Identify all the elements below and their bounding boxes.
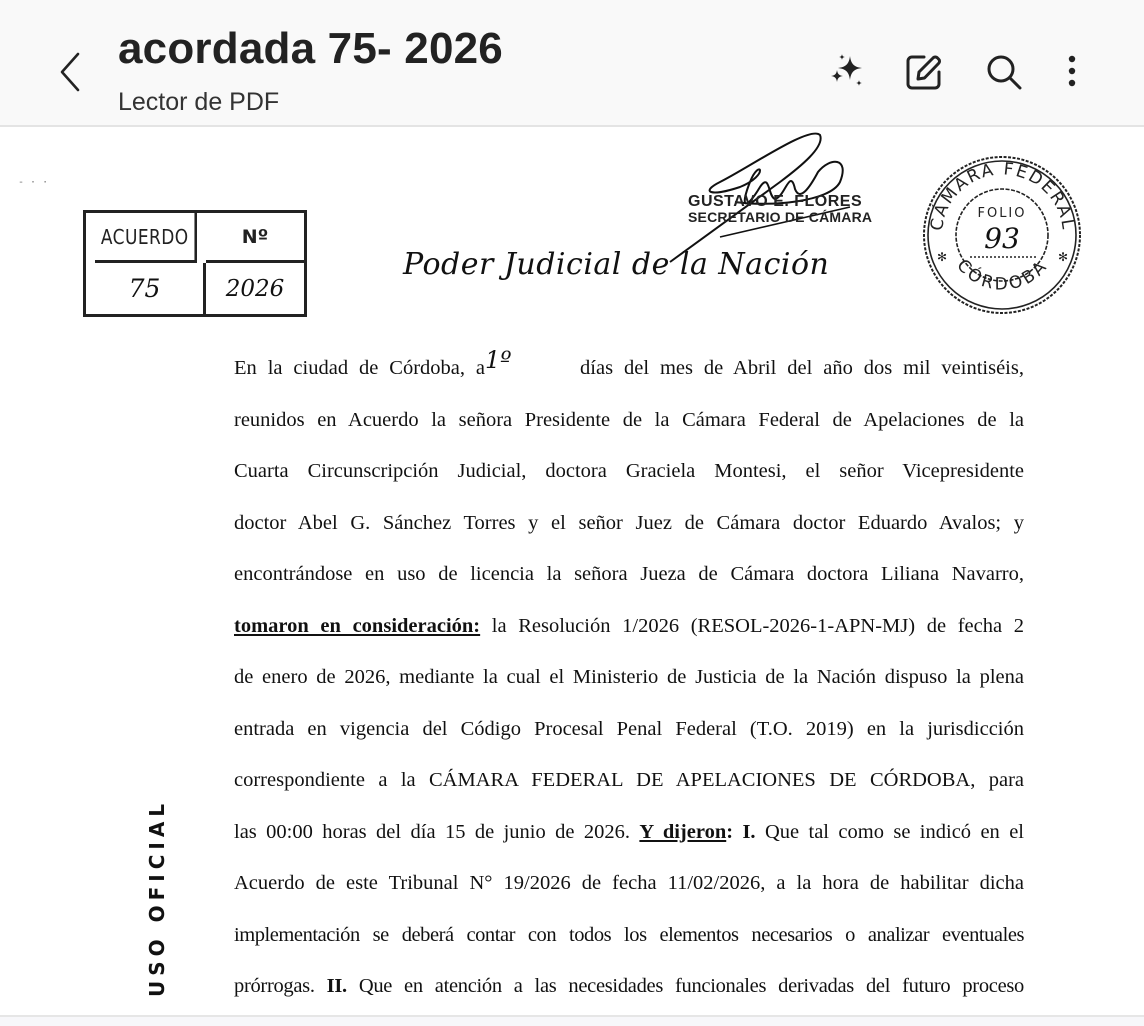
bottom-edge <box>0 1015 1144 1026</box>
text-line <box>234 341 1024 395</box>
text-segment: Que en atención a las necesidades funcionales derivadas del futuro proceso <box>346 975 1024 997</box>
pdf-page[interactable] <box>0 127 1144 1015</box>
seal-star-right: ✻ <box>1058 250 1069 264</box>
text-segment-bold: tomaron en consideración: <box>234 614 481 637</box>
signer-block <box>688 193 872 225</box>
handwritten-day: 1º <box>485 346 512 374</box>
folio-seal <box>920 153 1085 318</box>
more-vertical-icon <box>1050 50 1094 94</box>
edit-icon <box>902 50 946 94</box>
text-line: Acuerdo de este Tribunal N° 19/2026 de fecha 11/02/2026, a la hora de habilitar dicha <box>234 872 1024 894</box>
text-line <box>234 601 1024 653</box>
back-button[interactable] <box>50 48 90 96</box>
scan-specks: - · · <box>18 177 49 188</box>
text-segment: En la ciudad de Córdoba, a <box>234 357 486 379</box>
seal-bottom-text: CÓRDOBA <box>952 255 1053 295</box>
document-body <box>234 341 1024 1013</box>
app-bar <box>0 0 1144 127</box>
text-line: correspondiente a la CÁMARA FEDERAL DE APELACIONES DE CÓRDOBA, para <box>234 769 1024 791</box>
text-line <box>234 961 1024 1013</box>
text-line: encontrándose en uso de licencia la señora Jueza de Cámara doctora Liliana Navarro, <box>234 563 1024 585</box>
search-icon <box>982 50 1026 94</box>
seal-top-text: CÁMARA FEDERAL <box>926 159 1078 233</box>
text-line: reunidos en Acuerdo la señora Presidente de la Cámara Federal de Apelaciones de la <box>234 408 1024 431</box>
text-line: Cuarta Circunscripción Judicial, doctora Graciela Montesi, el señor Vicepresidente <box>234 460 1024 482</box>
uso-oficial-label: USO OFICIAL <box>145 798 169 997</box>
text-segment: prórrogas. <box>234 975 327 997</box>
stamp-year: 2026 <box>225 275 285 302</box>
text-segment: las 00:00 horas del día 15 de junio de 2026. <box>234 820 640 843</box>
letterhead: Poder Judicial de la Nación <box>403 247 830 282</box>
app-subtitle: Lector de PDF <box>118 88 280 116</box>
text-segment-bold: : I. <box>726 820 756 843</box>
acuerdo-stamp <box>83 210 307 317</box>
signer-role: SECRETARIO DE CÁMARA <box>688 209 873 225</box>
text-line: entrada en vigencia del Código Procesal Penal Federal (T.O. 2019) en la jurisdicción <box>234 717 1024 740</box>
stamp-number-label: Nº <box>206 213 304 263</box>
search-button[interactable] <box>982 50 1026 94</box>
text-segment: Que tal como se indicó en el <box>755 820 1024 843</box>
document-title: acordada 75- 2026 <box>118 24 503 73</box>
text-line: de enero de 2026, mediante la cual el Ministerio de Justicia de la Nación dispuso la plena <box>234 666 1024 688</box>
seal-folio-number: 93 <box>984 222 1020 255</box>
ai-assist-button[interactable] <box>826 50 870 94</box>
text-segment-bold: II. <box>326 975 347 997</box>
edit-button[interactable] <box>902 50 946 94</box>
back-chevron-icon <box>50 48 90 96</box>
stamp-number: 75 <box>86 263 206 314</box>
seal-folio-label: FOLIO <box>977 206 1027 221</box>
text-line: implementación se deberá contar con todos los elementos necesarios o analizar eventuales <box>234 923 1024 946</box>
text-segment-bold: Y dijeron <box>639 820 727 843</box>
stamp-label: ACUERDO <box>95 213 197 263</box>
text-segment: la Resolución 1/2026 (RESOL-2026-1-APN-MJ) de fecha 2 <box>480 614 1024 637</box>
sparkles-icon <box>826 50 870 94</box>
text-line <box>234 807 1024 859</box>
text-line: doctor Abel G. Sánchez Torres y el señor Juez de Cámara doctor Eduardo Avalos; y <box>234 511 1024 534</box>
more-options-button[interactable] <box>1050 50 1094 94</box>
svg-text:CÓRDOBA <box>952 256 1052 295</box>
seal-star-left: ✻ <box>937 250 948 264</box>
text-segment: días del mes de Abril del año dos mil veintiséis, <box>580 357 1024 379</box>
signer-name: GUSTAVO E. FLORES <box>688 193 863 210</box>
